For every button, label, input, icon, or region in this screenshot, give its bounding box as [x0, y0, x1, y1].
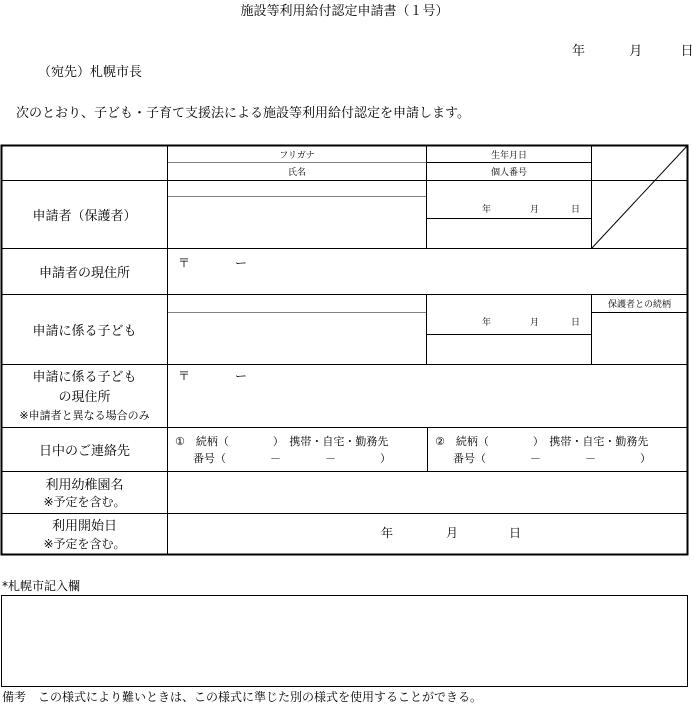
furigana-header: フリガナ [279, 150, 315, 161]
contact2-line1: ② 続柄（ ） 携帯・自宅・勤務先 [435, 435, 649, 448]
kindergarten-label: 利用幼稚園名 [45, 478, 124, 493]
contact2-line2: 番号（ － － ） [453, 452, 651, 465]
child-birth-month: 月 [530, 318, 540, 328]
contact-label: 日中のご連絡先 [38, 444, 130, 459]
start-date-note: ※予定を含む。 [43, 537, 126, 551]
start-date-label: 利用開始日 [51, 519, 117, 534]
start-day: 日 [509, 526, 522, 540]
child-id-number-field[interactable] [427, 335, 591, 364]
child-name-field[interactable] [168, 313, 426, 364]
date-day: 日 [680, 44, 694, 59]
applicant-postal-dash: ー [235, 256, 248, 270]
name-header: 氏名 [287, 167, 306, 178]
intro-text: 次のとおり、子ども・子育て支援法による施設等利用給付認定を申請します。 [16, 106, 470, 121]
applicant-postal-mark: 〒 [178, 256, 191, 270]
contact1-line1: ① 続柄（ ） 携帯・自宅・勤務先 [175, 435, 389, 448]
relation-header: 保護者との続柄 [607, 300, 671, 310]
applicant-label: 申請者（保護者） [32, 209, 137, 224]
relation-field[interactable] [592, 313, 687, 364]
applicant-id-number-field[interactable] [427, 219, 591, 248]
start-month: 月 [446, 526, 459, 540]
child-furigana-field[interactable] [168, 295, 426, 312]
form-title: 施設等利用給付認定申請書（１号） [240, 4, 449, 19]
child-postal-mark: 〒 [178, 369, 191, 383]
applicant-birth-month: 月 [530, 205, 540, 215]
remarks: 備考 この様式により難いときは、この様式に準じた別の様式を使用することができる。 [2, 690, 483, 704]
applicant-birth-day: 日 [571, 205, 581, 215]
addressee: （宛先）札幌市長 [38, 65, 143, 80]
child-address-label-2: の現住所 [58, 390, 111, 405]
applicant-birth-year: 年 [482, 205, 492, 215]
date-header [572, 40, 694, 59]
kindergarten-name-field[interactable] [168, 472, 687, 513]
id-number-header: 個人番号 [490, 167, 527, 178]
child-address-label-1: 申請に係る子ども [32, 370, 137, 385]
office-use-box[interactable] [2, 596, 687, 686]
start-year: 年 [381, 526, 394, 540]
child-birth-year: 年 [482, 318, 492, 328]
birthdate-header: 生年月日 [490, 150, 527, 161]
kindergarten-note: ※予定を含む。 [43, 495, 126, 509]
child-postal-dash: ー [235, 369, 248, 383]
applicant-furigana-field[interactable] [168, 181, 426, 196]
applicant-address-label: 申請者の現住所 [38, 266, 130, 281]
child-label: 申請に係る子ども [32, 324, 137, 339]
office-use-label: *札幌市記入欄 [2, 579, 81, 593]
applicant-name-field[interactable] [168, 197, 426, 248]
date-month: 月 [629, 44, 643, 59]
child-address-note: ※申請者と異なる場合のみ [19, 409, 150, 422]
contact1-line2: 番号（ － － ） [193, 452, 391, 465]
date-year: 年 [572, 44, 586, 59]
child-birth-day: 日 [571, 318, 581, 328]
